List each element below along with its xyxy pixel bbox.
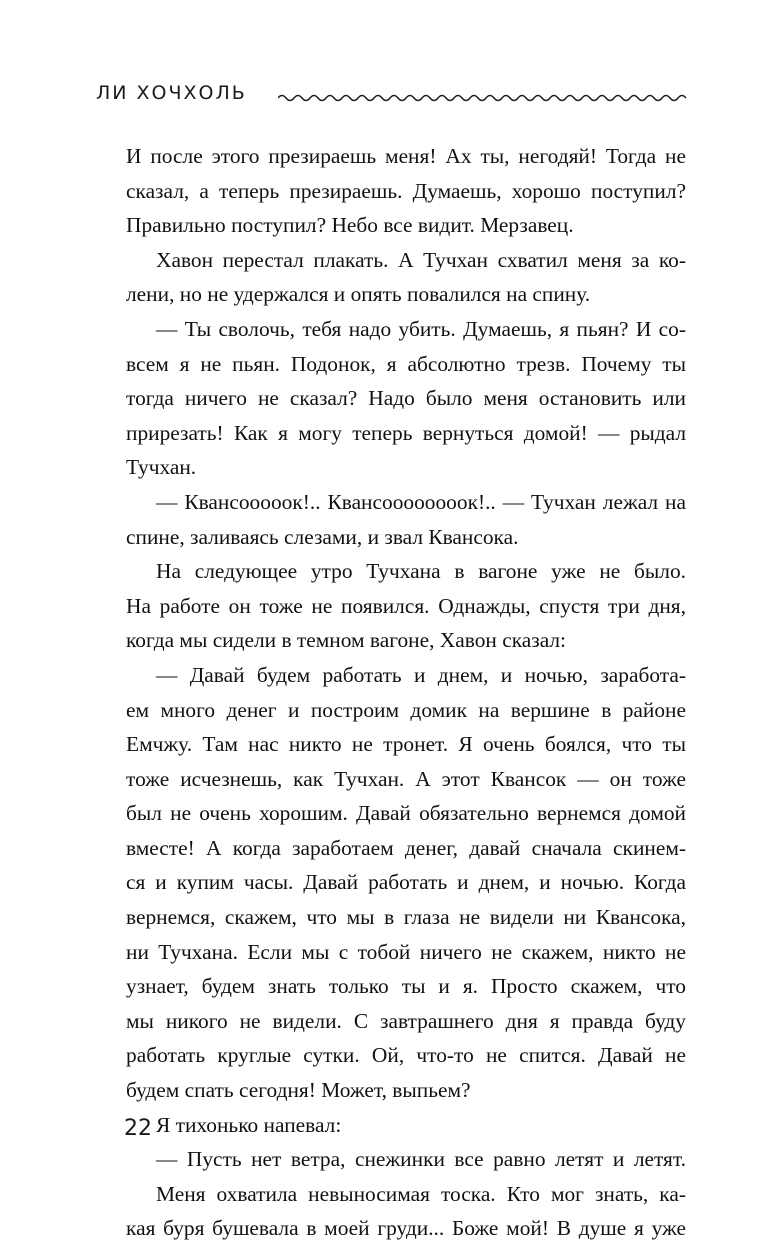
author-name: ЛИ ХОЧХОЛЬ [96, 82, 247, 104]
text-line: мы никого не видели. С завтрашнего дня я правда буду [126, 1008, 686, 1033]
text-line: узнает, будем знать только ты и я. Просто скажем, что [126, 974, 686, 999]
text-line: — Квансооооок!.. Квансоооооооок!.. — Тучхан лежал на [156, 489, 686, 514]
text-line: прирезать! Как я могу теперь вернуться домой! — рыдал [126, 420, 686, 445]
text-line: тоже исчезнешь, как Тучхан. А этот Квансок — он тоже [126, 766, 686, 791]
text-line: лени, но не удержался и опять повалился на спину. [126, 282, 591, 307]
text-line: И после этого презираешь меня! Ах ты, негодяй! Тогда не [126, 144, 686, 168]
text-line: Емчжу. Там нас никто не тронет. Я очень боялся, что ты [126, 732, 686, 757]
text-line: Тучхан. [126, 455, 197, 480]
text-line: Хавон перестал плакать. А Тучхан схватил меня за ко- [156, 247, 686, 272]
text-line: работать круглые сутки. Ой, что-то не спится. Давай не [126, 1043, 686, 1068]
text-line: — Ты сволочь, тебя надо убить. Думаешь, я пьян? И со- [156, 316, 686, 341]
text-line: Правильно поступил? Небо все видит. Мерзавец. [126, 213, 574, 238]
text-line: всем я не пьян. Подонок, я абсолютно трезв. Почему ты [126, 351, 686, 376]
text-line: ем много денег и построим домик на вершине в районе [126, 697, 686, 722]
text-line: сказал, а теперь презираешь. Думаешь, хорошо поступил? [126, 178, 686, 203]
text-line: На работе он тоже не появился. Однажды, спустя три дня, [126, 593, 686, 618]
text-line: спине, заливаясь слезами, и звал Квансока. [126, 524, 519, 549]
body-text [126, 139, 686, 1246]
text-line: Я тихонько напевал: [156, 1112, 342, 1137]
text-line: был не очень хорошим. Давай обязательно вернемся домой [126, 801, 686, 826]
text-line: вместе! А когда заработаем денег, давай сначала скинем- [126, 835, 686, 860]
text-line: когда мы сидели в темном вагоне, Хавон сказал: [126, 628, 566, 653]
text-line: кая буря бушевала в моей груди... Боже мой! В душе я уже [126, 1216, 686, 1241]
text-line: будем спать сегодня! Может, выпьем? [126, 1078, 471, 1103]
running-header [96, 82, 688, 114]
text-line: На следующее утро Тучхана в вагоне уже не было. [156, 559, 686, 584]
wavy-rule-ornament [278, 92, 688, 104]
text-line: тогда ничего не сказал? Надо было меня остановить или [126, 386, 686, 411]
text-line: Меня охватила невыносимая тоска. Кто мог знать, ка- [156, 1181, 686, 1206]
text-line: ся и купим часы. Давай работать и днем, и ночью. Когда [126, 870, 686, 895]
text-line: — Давай будем работать и днем, и ночью, заработа- [156, 662, 686, 687]
page-number: 22 [124, 1116, 152, 1141]
text-line: ни Тучхана. Если мы с тобой ничего не скажем, никто не [126, 939, 686, 964]
text-line: вернемся, скажем, что мы в глаза не видели ни Квансока, [126, 905, 686, 930]
text-line: — Пусть нет ветра, снежинки все равно летят и летят. [156, 1147, 686, 1172]
